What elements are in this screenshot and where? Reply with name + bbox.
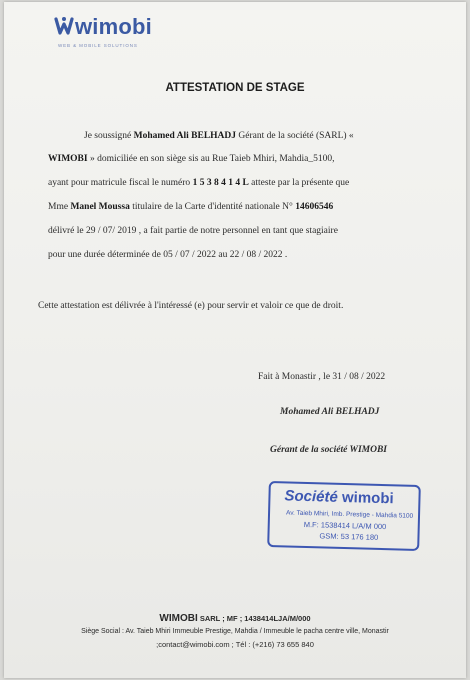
stamp-title: Société wimobi	[284, 487, 394, 508]
footer-contact: ;contact@wimobi.com ; Tél : (+216) 73 655 840	[156, 640, 314, 649]
signatory-role: Gérant de la société WIMOBI	[270, 445, 387, 455]
body-line-2: WIMOBI » domiciliée en son siège sis au Rue Taieb Mhiri, Mahdia_5100,	[48, 154, 335, 164]
stamp-tax-id: M.F: 1538414 L/A/M 000	[303, 519, 387, 532]
company-stamp	[267, 481, 421, 551]
manager-name: Mohamed Ali BELHADJ	[133, 131, 237, 141]
logo-wordmark: wimobi	[75, 14, 152, 39]
footer-company: WIMOBI SARL ; MF ; 1438414LJA/M/000	[159, 613, 311, 624]
body-line-7: Cette attestation est délivrée à l'intéressé (e) pour servir et valoir ce que de droit.	[38, 301, 344, 311]
document-title: ATTESTATION DE STAGE	[165, 82, 305, 94]
company-logo	[54, 14, 154, 50]
stamp-phone: GSM: 53 176 180	[319, 531, 379, 542]
place-date: Fait à Monastir , le 31 / 08 / 2022	[258, 372, 386, 382]
intern-name: Manel Moussa	[70, 202, 130, 212]
footer-address: Siège Social : Av. Taieb Mhiri Immeuble Prestige, Mahdia / Immeuble le pacha centre ville, Monastir	[81, 628, 389, 635]
signatory-name: Mohamed Ali BELHADJ	[280, 407, 380, 417]
body-line-3: ayant pour matricule fiscal le numéro 1 5 3 8 4 1 4 L atteste par la présente que	[48, 178, 350, 188]
body-line-5: délivré le 29 / 07/ 2019 , a fait partie de notre personnel en tant que stagiaire	[48, 226, 338, 236]
body-line-4: Mme Manel Moussa titulaire de la Carte d'identité nationale N° 14606546	[48, 202, 334, 212]
wimobi-mark-icon	[54, 16, 74, 38]
stamp-address: Av. Taieb Mhiri, Imb. Prestige - Mahdia 5100	[285, 509, 414, 520]
company-name: WIMOBI	[48, 154, 88, 164]
cin-number: 14606546	[295, 202, 334, 212]
tax-number: 1 5 3 8 4 1 4 L	[192, 178, 249, 188]
document-page	[4, 2, 466, 678]
body-line-6: pour une durée déterminée de 05 / 07 / 2022 au 22 / 08 / 2022 .	[48, 250, 288, 260]
logo-tagline: WEB & MOBILE SOLUTIONS	[58, 43, 138, 48]
body-line-1: Je soussigné Mohamed Ali BELHADJ Gérant de la société (SARL) «	[84, 131, 354, 141]
